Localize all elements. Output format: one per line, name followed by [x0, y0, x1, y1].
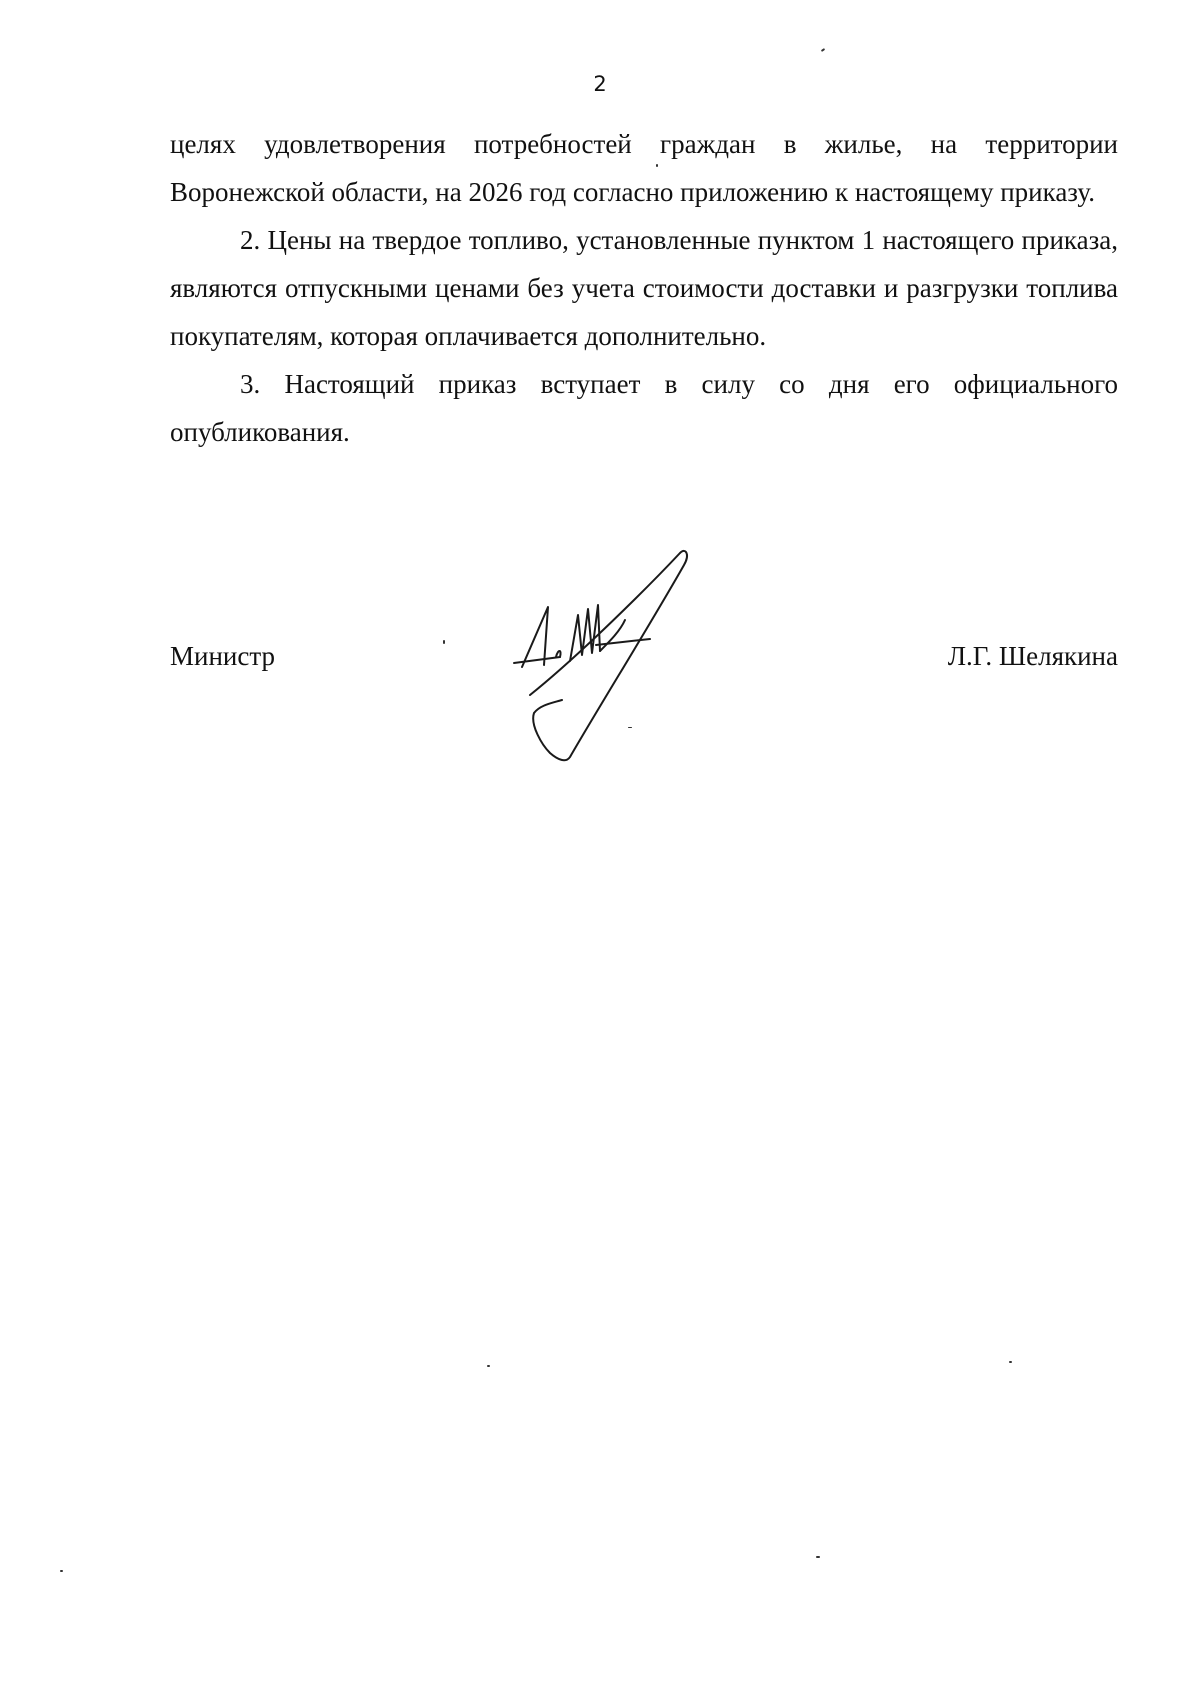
scan-speck	[628, 727, 632, 728]
page-number: 2	[593, 72, 607, 96]
scan-speck	[443, 640, 445, 644]
signer-position: Министр	[170, 641, 275, 671]
scan-speck	[487, 1365, 490, 1367]
scan-speck	[821, 48, 825, 52]
handwritten-signature	[500, 545, 710, 770]
scan-speck	[656, 164, 658, 167]
scan-speck	[1009, 1361, 1012, 1363]
paragraph-continuation: целях удовлетворения потребностей граждан в жилье, на территории Воронежской области, на 2026 год согласно приложению к настоящему приказу.	[170, 129, 1118, 207]
scan-speck	[816, 1556, 820, 1558]
paragraph-item-3: 3. Настоящий приказ вступает в силу со дня его официального опубликования.	[170, 369, 1118, 447]
scan-speck	[60, 1570, 63, 1572]
document-body	[170, 120, 1118, 456]
paragraph-item-2: 2. Цены на твердое топливо, установленные пунктом 1 настоящего приказа, являются отпускными ценами без учета стоимости доставки и разгрузки топлива покупателям, которая оплачивается дополнительно.	[170, 225, 1118, 351]
signer-name: Л.Г. Шелякина	[947, 641, 1118, 671]
